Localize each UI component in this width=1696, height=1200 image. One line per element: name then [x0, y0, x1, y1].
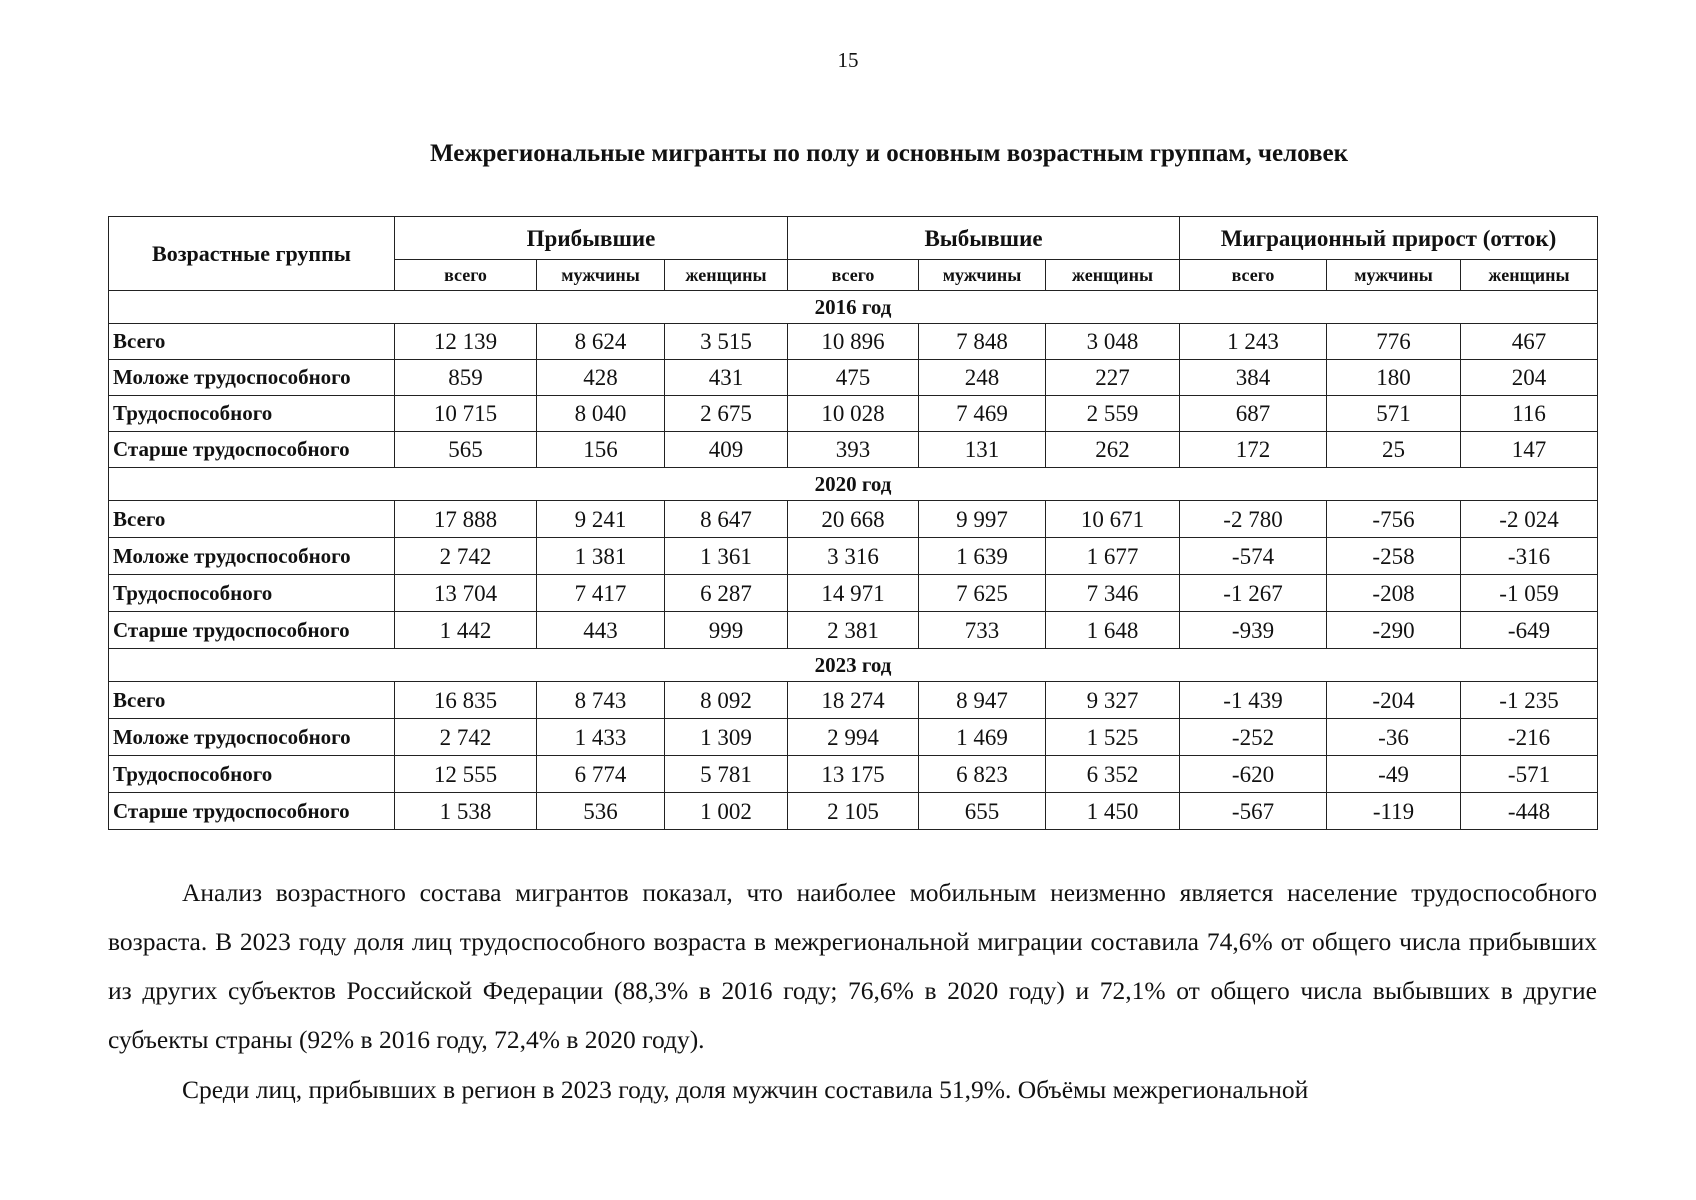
table-row [109, 612, 1598, 649]
row-label: Моложе трудоспособного [109, 538, 395, 575]
table-cell: -119 [1327, 793, 1461, 830]
table-cell: 2 742 [395, 719, 537, 756]
age-groups-header: Возрастные группы [109, 217, 395, 291]
table-cell: 1 433 [537, 719, 665, 756]
year-row [109, 291, 1598, 324]
table-cell: 262 [1046, 432, 1180, 468]
table-row [109, 538, 1598, 575]
year-row [109, 649, 1598, 682]
table-cell: -620 [1180, 756, 1327, 793]
table-cell: 8 624 [537, 324, 665, 360]
row-label: Всего [109, 682, 395, 719]
table-cell: 999 [665, 612, 788, 649]
table-cell: -216 [1461, 719, 1598, 756]
table-cell: 17 888 [395, 501, 537, 538]
subheader-women: женщины [665, 260, 788, 291]
subheader-women: женщины [1046, 260, 1180, 291]
table-cell: 475 [788, 360, 919, 396]
table-cell: 9 327 [1046, 682, 1180, 719]
table-row [109, 793, 1598, 830]
row-label: Старше трудоспособного [109, 793, 395, 830]
row-label: Всего [109, 324, 395, 360]
table-row [109, 756, 1598, 793]
table-cell: 2 742 [395, 538, 537, 575]
table-cell: 7 848 [919, 324, 1046, 360]
table-cell: 13 704 [395, 575, 537, 612]
table-cell: 431 [665, 360, 788, 396]
table-cell: -1 235 [1461, 682, 1598, 719]
table-cell: 9 997 [919, 501, 1046, 538]
table-cell: 1 538 [395, 793, 537, 830]
table-cell: -36 [1327, 719, 1461, 756]
table-row [109, 432, 1598, 468]
paragraph [108, 1065, 1597, 1114]
table-cell: 687 [1180, 396, 1327, 432]
arrived-header: Прибывшие [395, 217, 788, 260]
table-cell: 172 [1180, 432, 1327, 468]
table-cell: 384 [1180, 360, 1327, 396]
table-cell: 733 [919, 612, 1046, 649]
table-cell: 571 [1327, 396, 1461, 432]
row-label: Моложе трудоспособного [109, 719, 395, 756]
year-row [109, 468, 1598, 501]
table-cell: 428 [537, 360, 665, 396]
table-cell: 8 947 [919, 682, 1046, 719]
table-row [109, 575, 1598, 612]
table-cell: 565 [395, 432, 537, 468]
table-cell: 7 469 [919, 396, 1046, 432]
table-cell: -2 780 [1180, 501, 1327, 538]
table-cell: -649 [1461, 612, 1598, 649]
table-cell: 1 648 [1046, 612, 1180, 649]
year-label: 2016 год [109, 291, 1598, 324]
paragraph-text: Среди лиц, прибывших в регион в 2023 году, доля мужчин составила 51,9%. Объёмы межрегиональной [182, 1075, 1309, 1104]
table-cell: -2 024 [1461, 501, 1598, 538]
table-cell: 7 346 [1046, 575, 1180, 612]
table-cell: 20 668 [788, 501, 919, 538]
table-cell: 8 647 [665, 501, 788, 538]
table-cell: 8 743 [537, 682, 665, 719]
table-cell: 6 352 [1046, 756, 1180, 793]
row-label: Трудоспособного [109, 396, 395, 432]
table-cell: 12 139 [395, 324, 537, 360]
table-cell: 1 469 [919, 719, 1046, 756]
table-cell: 536 [537, 793, 665, 830]
year-label: 2023 год [109, 649, 1598, 682]
table-cell: 10 028 [788, 396, 919, 432]
table-cell: 1 450 [1046, 793, 1180, 830]
table-cell: 1 442 [395, 612, 537, 649]
table-cell: -252 [1180, 719, 1327, 756]
subheader-men: мужчины [919, 260, 1046, 291]
table-cell: 18 274 [788, 682, 919, 719]
table-row [109, 360, 1598, 396]
table-cell: 1 381 [537, 538, 665, 575]
table-cell: -448 [1461, 793, 1598, 830]
table-cell: -939 [1180, 612, 1327, 649]
table-cell: -49 [1327, 756, 1461, 793]
table-cell: 2 105 [788, 793, 919, 830]
subheader-men: мужчины [1327, 260, 1461, 291]
row-label: Моложе трудоспособного [109, 360, 395, 396]
table-cell: -574 [1180, 538, 1327, 575]
table-cell: 1 002 [665, 793, 788, 830]
table-title: Межрегиональные мигранты по полу и основным возрастным группам, человек [430, 140, 1348, 167]
table-cell: 9 241 [537, 501, 665, 538]
table-cell: 655 [919, 793, 1046, 830]
table-cell: 147 [1461, 432, 1598, 468]
departed-header: Выбывшие [788, 217, 1180, 260]
table-cell: -258 [1327, 538, 1461, 575]
table-body [109, 291, 1598, 830]
table-cell: 776 [1327, 324, 1461, 360]
table-row [109, 719, 1598, 756]
table-cell: -1 059 [1461, 575, 1598, 612]
table-cell: 1 309 [665, 719, 788, 756]
table-cell: 10 715 [395, 396, 537, 432]
table-cell: -567 [1180, 793, 1327, 830]
page-number: 15 [837, 48, 859, 72]
paragraph [108, 868, 1597, 1064]
table-cell: 1 361 [665, 538, 788, 575]
table-cell: 6 287 [665, 575, 788, 612]
table-cell: 3 515 [665, 324, 788, 360]
table-cell: 10 671 [1046, 501, 1180, 538]
table-cell: 1 639 [919, 538, 1046, 575]
table-cell: -208 [1327, 575, 1461, 612]
table-cell: 8 040 [537, 396, 665, 432]
table-cell: 3 316 [788, 538, 919, 575]
subheader-total: всего [395, 260, 537, 291]
table-cell: 131 [919, 432, 1046, 468]
table-cell: 1 677 [1046, 538, 1180, 575]
table-cell: 3 048 [1046, 324, 1180, 360]
table-cell: 2 381 [788, 612, 919, 649]
table-cell: 409 [665, 432, 788, 468]
table-cell: -1 439 [1180, 682, 1327, 719]
table-cell: -290 [1327, 612, 1461, 649]
row-label: Старше трудоспособного [109, 612, 395, 649]
table-cell: -571 [1461, 756, 1598, 793]
table-cell: 2 675 [665, 396, 788, 432]
table-cell: 14 971 [788, 575, 919, 612]
migration-table [108, 216, 1598, 830]
table-cell: -1 267 [1180, 575, 1327, 612]
table-cell: 6 823 [919, 756, 1046, 793]
table-row [109, 324, 1598, 360]
table-cell: -204 [1327, 682, 1461, 719]
table-cell: 6 774 [537, 756, 665, 793]
table-cell: 5 781 [665, 756, 788, 793]
table-cell: 10 896 [788, 324, 919, 360]
row-label: Трудоспособного [109, 575, 395, 612]
net-migration-header: Миграционный прирост (отток) [1180, 217, 1598, 260]
row-label: Всего [109, 501, 395, 538]
table-cell: 2 559 [1046, 396, 1180, 432]
table-row [109, 501, 1598, 538]
row-label: Старше трудоспособного [109, 432, 395, 468]
table-cell: 204 [1461, 360, 1598, 396]
table-cell: 467 [1461, 324, 1598, 360]
table-cell: 1 525 [1046, 719, 1180, 756]
year-label: 2020 год [109, 468, 1598, 501]
subheader-men: мужчины [537, 260, 665, 291]
table-cell: 8 092 [665, 682, 788, 719]
subheader-total: всего [788, 260, 919, 291]
table-cell: 859 [395, 360, 537, 396]
table-row [109, 682, 1598, 719]
subheader-women: женщины [1461, 260, 1598, 291]
table-cell: 116 [1461, 396, 1598, 432]
table-cell: 7 417 [537, 575, 665, 612]
table-cell: 393 [788, 432, 919, 468]
table-cell: 13 175 [788, 756, 919, 793]
table-cell: 180 [1327, 360, 1461, 396]
table-cell: 248 [919, 360, 1046, 396]
table-cell: 12 555 [395, 756, 537, 793]
subheader-total: всего [1180, 260, 1327, 291]
table-cell: 2 994 [788, 719, 919, 756]
table-cell: 7 625 [919, 575, 1046, 612]
table-cell: 25 [1327, 432, 1461, 468]
table-cell: -316 [1461, 538, 1598, 575]
table-row [109, 396, 1598, 432]
table-cell: -756 [1327, 501, 1461, 538]
table-cell: 156 [537, 432, 665, 468]
table-cell: 16 835 [395, 682, 537, 719]
paragraph-text: Анализ возрастного состава мигрантов показал, что наиболее мобильным неизменно является население трудоспособного возраста. В 2023 году доля лиц трудоспособного возраста в межрегиональной миграции составила 74,6% от общего числа прибывших из других субъектов Российской Федерации (88,3% в 2016 году; 76,6% в 2020 году) и 72,1% от общего числа выбывших в другие субъекты страны (92% в 2016 году, 72,4% в 2020 году). [108, 878, 1597, 1054]
row-label: Трудоспособного [109, 756, 395, 793]
table-cell: 1 243 [1180, 324, 1327, 360]
table-cell: 227 [1046, 360, 1180, 396]
table-cell: 443 [537, 612, 665, 649]
